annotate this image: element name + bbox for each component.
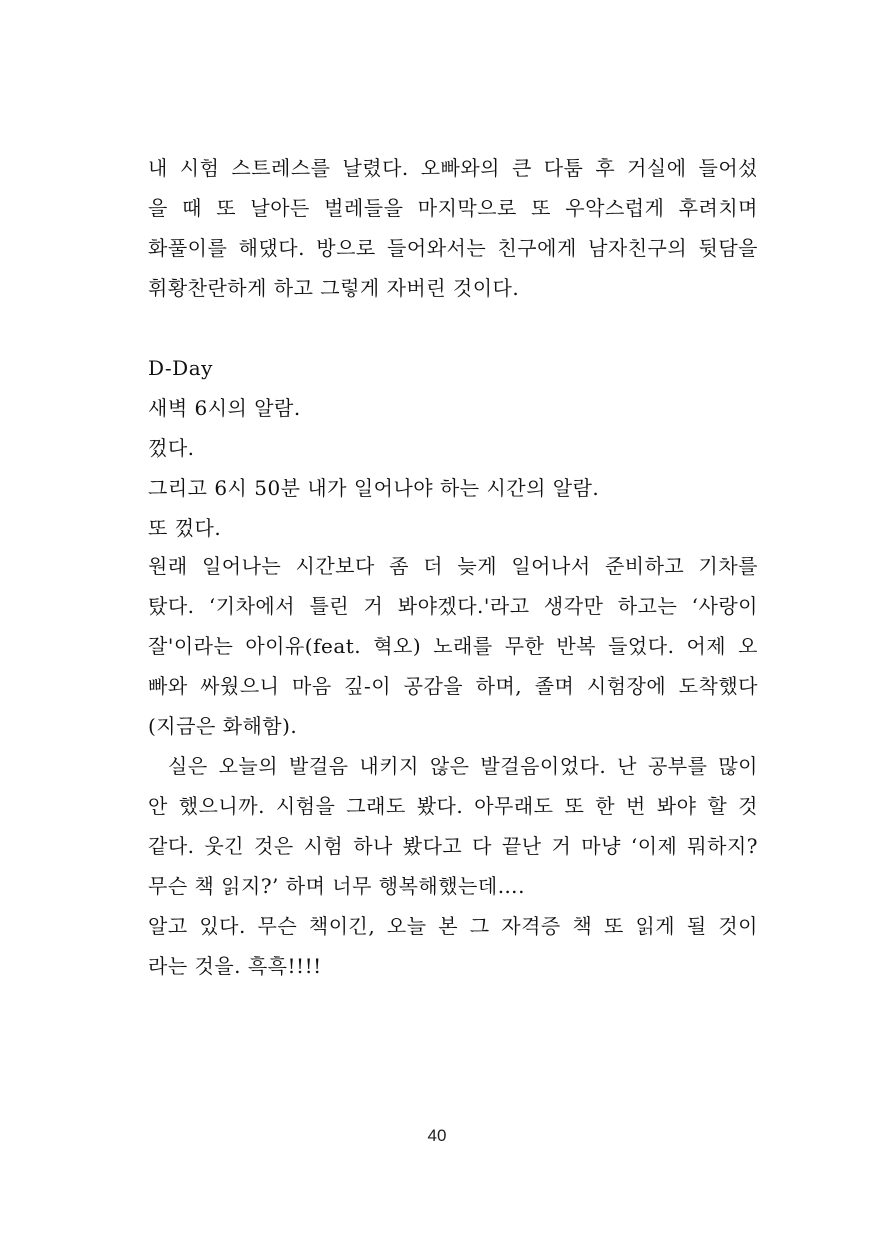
- text-line: 또 껐다.: [148, 516, 222, 540]
- text-line: 화풀이를 해댔다. 방으로 들어와서는 친구에게 남자친구의 뒷담을: [148, 236, 758, 260]
- text-line: 실은 오늘의 발걸음 내키지 않은 발걸음이었다. 난 공부를 많이: [168, 754, 758, 778]
- text-line: 내 시험 스트레스를 날렸다. 오빠와의 큰 다툼 후 거실에 들어섰: [148, 156, 758, 180]
- page-number: 40: [427, 1126, 447, 1145]
- text-line: 탔다. ‘기차에서 틀린 거 봐야겠다.'라고 생각만 하고는 ‘사랑이: [148, 594, 758, 618]
- text-line: 잘'이라는 아이유(feat. 혁오) 노래를 무한 반복 들었다. 어제 오: [148, 634, 758, 658]
- text-line: 안 했으니까. 시험을 그래도 봤다. 아무래도 또 한 번 봐야 할 것: [148, 794, 758, 818]
- text-line: 무슨 책 읽지?’ 하며 너무 행복해했는데….: [148, 874, 526, 898]
- section-heading: D-Day: [148, 356, 213, 380]
- text-line: (지금은 화해함).: [148, 714, 298, 738]
- text-line: 라는 것을. 흑흑!!!!: [148, 954, 322, 978]
- text-line: 휘황찬란하게 하고 그렇게 자버린 것이다.: [148, 276, 520, 300]
- text-line: 을 때 또 날아든 벌레들을 마지막으로 또 우악스럽게 후려치며: [148, 196, 758, 220]
- text-line: 같다. 웃긴 것은 시험 하나 봤다고 다 끝난 거 마냥 ‘이제 뭐하지?: [148, 834, 758, 858]
- text-line: 그리고 6시 50분 내가 일어나야 하는 시간의 알람.: [148, 476, 600, 500]
- text-line: 원래 일어나는 시간보다 좀 더 늦게 일어나서 준비하고 기차를: [148, 554, 758, 578]
- text-line: 빠와 싸웠으니 마음 깊-이 공감을 하며, 졸며 시험장에 도착했다: [148, 674, 758, 698]
- text-line: 새벽 6시의 알람.: [148, 396, 301, 420]
- text-line: 알고 있다. 무슨 책이긴, 오늘 본 그 자격증 책 또 읽게 될 것이: [148, 914, 758, 938]
- text-line: 껐다.: [148, 436, 195, 460]
